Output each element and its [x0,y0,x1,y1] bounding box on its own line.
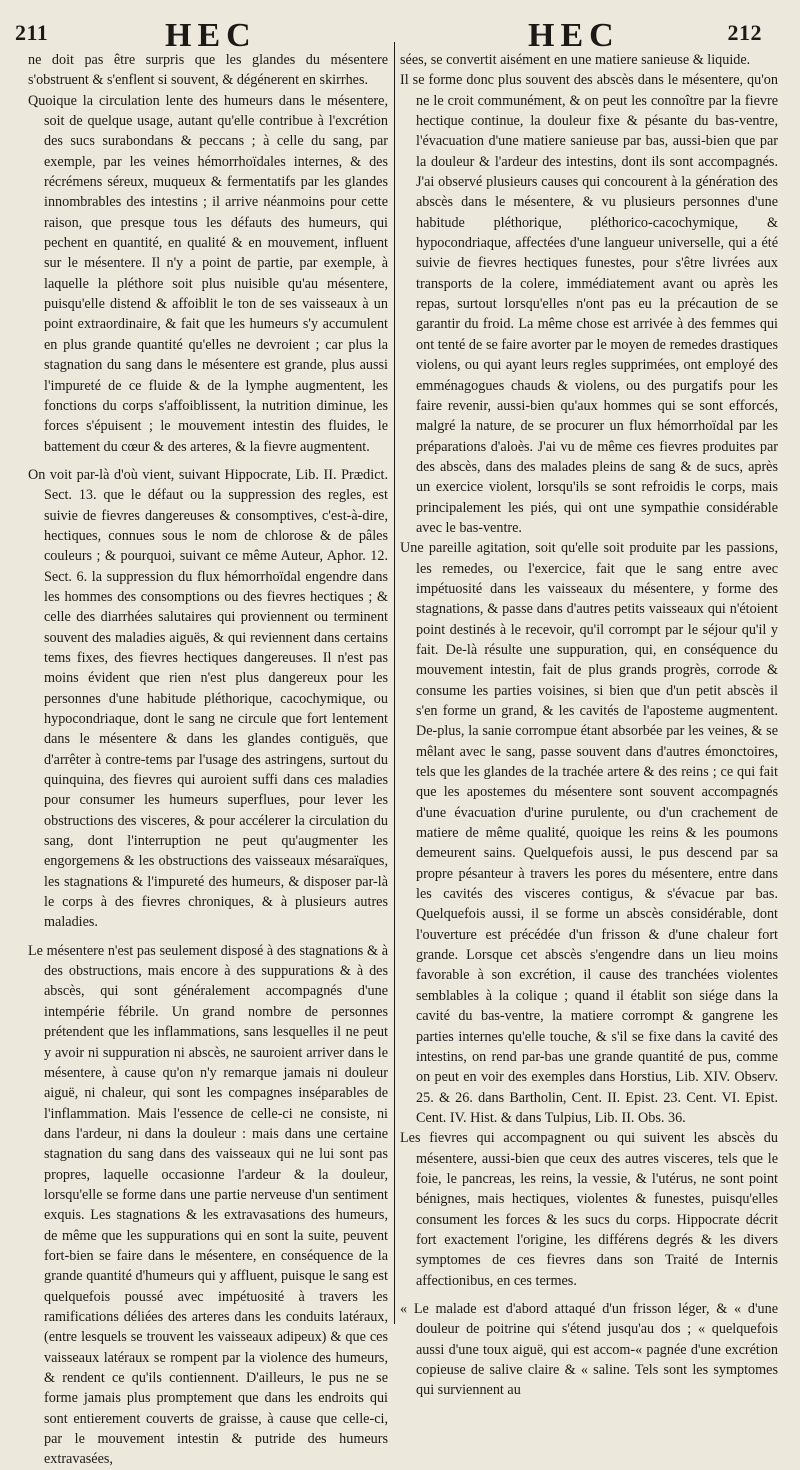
left-running-head: HEC [165,17,257,54]
paragraph: Le mésentere n'est pas seulement disposé à des stagnations & à des obstructions, mais encore à des suppurations & à des abscès, qui sont généralement accompagnés d'une intempérie fébrile. Un grand nombre de personnes prétendent que les inflammations, sans lesquelles il ne peut y avoir ni suppuration ni abscès, ne sauroient arriver dans le mésentere, à cause qu'on n'y remarque jamais ni douleur aiguë, ni chaleur, qui sont les compagnes inséparables de l'inflammation. Mais l'essence de celle-ci ne consiste, ni dans l'ardeur, ni dans la douleur : mais dans une certaine stagnation du sang dans des vaisseaux qui ne lui sont pas propres, laquelle occasionne l'ardeur & la douleur, lorsqu'elle se forme dans une partie nerveuse d'un sentiment exquis. Les stagnations & les extravasations des humeurs, de même que les suppurations qui en sont la suite, peuvent fort-bien se faire dans le mésentere, en conséquence de la grande quantité d'humeurs qui y affluent, puisque le sang est quelquefois poussé avec impétuosité à travers les ramifications déliées des arteres dans les conduits latéraux, (entre lesquels se trouvent les vaisseaux adipeux) & que ces vaisseaux latéraux se rompent par la violence des humeurs, & rendent ce qu'ils contiennent. D'ailleurs, le pus ne se forme jamais plus promptement que dans les endroits qui sont entierement couverts de graisse, à cause que celle-ci, par le mouvement intestin & putride des humeurs extravasées, [28,942,388,1468]
paragraph: Quoique la circulation lente des humeurs dans le mésentere, soit de quelque usage, autant qu'elle contribue à l'excrétion des sucs surabondans & peccans ; à celle du sang, par exemple, par les veines hémorrhoïdales internes, & des récrémens séreux, muqueux & fermentatifs par les glandes innombrables des intestins ; il arrive néanmoins pour cette raison, que presque tous les défauts des humeurs, qui pechent en quantité, en qualité & en mouvement, influent sur le mésentere. Il n'y a point de partie, par exemple, à laquelle la pléthore soit plus nuisible qu'au mésentere, puisqu'elle distend & affoiblit le ton de ses vaisseaux à un point extraordinaire, & fait que les humeurs s'y accumulent en plus grande quantité qu'elles ne devroient ; car plus la stagnation du sang dans le mésentere est grande, plus aussi l'impureté de ce fluide & de la lymphe augmentent, les fonctions du corps s'affoiblissent, la nutrition diminue, les forces s'épuisent ; le mouvement intestin des fluides, le battement du cœur & des arteres, & la fievre augmentent. [28,92,388,455]
left-column [28,50,388,1468]
paragraph: sées, se convertit aisément en une matiere sanieuse & liquide. [400,52,751,68]
paragraph: ne doit pas être surpris que les glandes du mésentere s'obstruent & s'enflent si souvent, & dégénerent en skirrhes. [28,52,388,89]
paragraph: On voit par-là d'où vient, suivant Hippocrate, Lib. II. Prædict. Sect. 13. que le défaut ou la suppression des regles, est suivie de fievres dangereuses & consomptives, c'est-à-dire, hectiques, connues sous le nom de chlorose & de pâles couleurs ; & pourquoi, suivant ce même Auteur, Aphor. 12. Sect. 6. la suppression du flux hémorrhoïdal engendre dans les hommes des consomptions ou des fievres hectiques ; & celle des diarrhées salutaires qui proviennent ou terminent souvent des maladies aiguës, & qui reviennent dans certains tems fixes, des fievres hectiques dangereuses. Il n'est pas moins évident que rien n'est plus dangereux pour les personnes d'une habitude pléthorique, cacochymique, ou hypocondriaque, dont le sang ne circule que fort lentement dans le mésentere & dans les glandes contiguës, que d'arrêter à contre-tems par l'usage des astringens, surtout du quinquina, des fievres qui auroient suffi dans ces maladies pour consumer les humeurs superflues, pour lever les obstructions des visceres, & pour accélerer la circulation du sang, dont l'interruption ne peut qu'augmenter les engorgemens & les obstructions des vaisseaux mésaraïques, les stagnations & l'impureté des humeurs, & disposer par-là le corps à des fievres chroniques, & à plusieurs autres maladies. [28,466,388,931]
column-divider [394,42,395,1324]
paragraph: Il se forme donc plus souvent des abscès dans le mésentere, qu'on ne le croit communément, & on peut les connoître par la fievre hectique continue, la douleur fixe & pésante du bas-ventre, l'évacuation d'une matiere sanieuse par bas, aussi-bien que par la douleur & l'ardeur des intestins, dont ils sont accompagnés. J'ai observé plusieurs causes qui concourent à la génération des abscès dans le mésentere, & vu plusieurs personnes d'une habitude pléthorique, pléthorico-cacochymique, & hypocondriaque, affectées d'une langueur universelle, qui a été suivie de fievres hectiques funestes, pour s'être livrées aux transports de la colere, immédiatement avant ou après les repas, surtout lorsqu'elles n'ont pas eu la précaution de se garantir du froid. La même chose est arrivée à des femmes qui ont tenté de se faire avorter par le moyen de remedes drastiques violens, ou qui ayant leurs regles supprimées, ont employé des emménagogues chauds & violens, ou des purgatifs pour les faire revenir, aussi-bien qu'aux hommes qui se sont efforcés, malgré la nature, de se procurer un flux hémorrhoïdal par les préparations d'aloès. J'ai vu de même ces fievres produites par des abscès, dans des malades pleins de sang & de sucs, après un exercice violent, lorsqu'ils se sont refroidis le corps, mais principalement les piés, qui ont une sympathie considérable avec le bas-ventre. [400,72,778,536]
paragraph: Les fievres qui accompagnent ou qui suivent les abscès du mésentere, aussi-bien que ceux des autres visceres, tels que le foie, le pancreas, les reins, la vessie, & l'utérus, ne sont point bénignes, mais hectiques, violentes & funestes, puisqu'elles consument les forces & les sucs du corps. Hippocrate décrit fort exactement l'origine, les différens degrés & les divers symptomes de ces fievres dans son Traité de Internis affectionibus, en ces termes. [400,1130,778,1289]
page-header [0,0,800,54]
right-column [400,50,778,1399]
right-running-head: HEC [528,17,620,54]
left-page-number: 211 [15,20,49,45]
paragraph: Une pareille agitation, soit qu'elle soit produite par les passions, les remedes, ou l'exercice, fait que le sang entre avec impétuosité dans les vaisseaux du mésentere, y forme des stagnations, & passe dans d'autres petits vaisseaux qui n'étoient point destinés à le recevoir, qu'il corrompt par le séjour qu'il y fait. De-là résulte une suppuration, qui, en conséquence du mouvement intestin, fait de plus grands progrès, corrode & consume les parties voisines, si bien que d'un petit abscès il s'en forme un grand, & les cavités de l'aposteme augmentent. De-plus, la sanie corrompue étant absorbée par les veines, & se mêlant avec le sang, passe souvent dans d'autres émonctoires, tels que les glandes de la trachée artere & des reins ; ce qui fait que les apostemes du mésentere sont souvent accompagnés d'une évacuation d'urine purulente, ou d'un crachement de matiere de même qualité, quoique les reins & les poumons demeurent sains. Quelquefois aussi, le pus descend par sa propre pésanteur à travers les pores du mésentere, entre dans les cavités des visceres contigus, & s'évacue par bas. Quelquefois aussi, il se forme un abscès considérable, dont l'ouverture est précédée d'un frisson & d'une chaleur fort grande. Lorsque cet abscès s'engendre dans un lieu moins favorable à son excrétion, il cause des tranchées violentes semblables à la colique ; quand il établit son siége dans la cavité du bas-ventre, la matiere corrompt & gangrene les parties internes qu'elle touche, & s'il se fixe dans la cavité des intestins, on rend par-bas une grande quantité de pus, comme on peut en voir des exemples dans Horstius, Lib. XIV. Observ. 25. & 26. dans Bartholin, Cent. II. Epist. 23. Cent. VI. Epist. Cent. IV. Hist. & dans Tulpius, Lib. II. Obs. 36. [400,540,778,1126]
quotation-paragraph: « Le malade est d'abord attaqué d'un frisson léger, & « d'une douleur de poitrine qui s'étend jusqu'au dos ; « quelquefois aussi d'une toux aiguë, qui est accom-« pagnée d'une excrétion copieuse de salive claire & « saline. Tels sont les symptomes qui surviennent au [400,1300,778,1399]
right-page-number: 212 [727,20,762,45]
